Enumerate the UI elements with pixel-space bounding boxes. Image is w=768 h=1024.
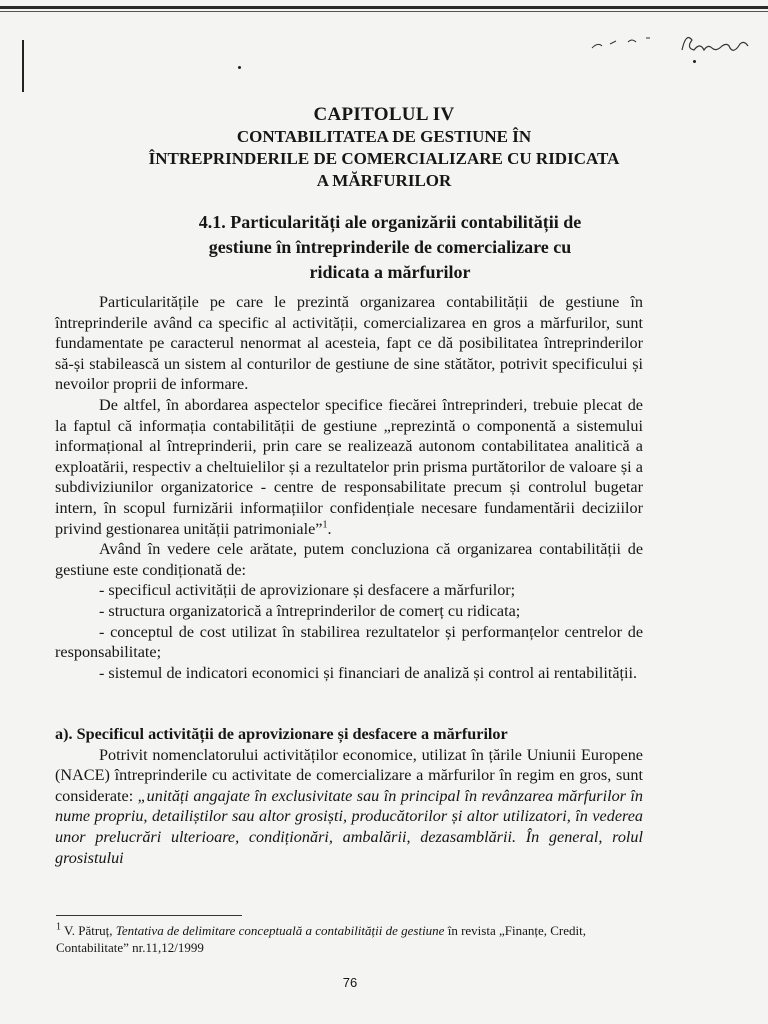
footnote-title: Tentativa de delimitare conceptuală a contabilității de gestiune <box>115 923 445 938</box>
margin-mark <box>22 40 24 92</box>
paragraph <box>55 395 643 539</box>
body-text <box>55 292 643 683</box>
footnote-source: în revista „Finanțe, Credit, Contabilitate” nr.11,12/1999 <box>56 923 586 955</box>
footnote-ref: 1 <box>322 519 328 531</box>
chapter-title-line: ÎNTREPRINDERILE DE COMERCIALIZARE CU RIDICATA <box>148 149 620 168</box>
page-number: 76 <box>342 975 358 990</box>
chapter-title-line: A MĂRFURILOR <box>316 171 452 190</box>
top-rule-thin <box>0 11 768 12</box>
section-title-line: gestiune în întreprinderile de comercializare cu <box>208 237 572 257</box>
section-title-line: 4.1. Particularități ale organizării contabilității de <box>198 212 582 232</box>
list-item: - conceptul de cost utilizat în stabilirea rezultatelor și performanțelor centrelor de responsabilitate; <box>55 622 643 662</box>
chapter-number: CAPITOLUL IV <box>313 104 455 125</box>
paragraph-end: . <box>327 519 332 538</box>
subsection <box>55 724 643 868</box>
paragraph <box>55 745 643 869</box>
footnote-separator <box>56 915 242 916</box>
paragraph: Având în vedere cele arătate, putem concluziona că organizarea contabilității de gestiune este condiționată de: <box>55 540 643 579</box>
section-title <box>110 210 670 285</box>
paragraph-text: De altfel, în abordarea aspectelor specifice fiecărei întreprinderi, trebuie plecat de la faptul că informația contabilității de gestiune „reprezintă o componentă a sistemului informațional al întreprinderii, prin care se realizează autonom contabilitatea analitică a exploatării, respectiv a cheltuielilor și a rezultatelor prin prisma purtătorilor de valoare și a subdiviziunilor organizatorice - centre de responsabilitate precum și controlul bugetar intern, în scopul furnizării informațiilor confidențiale necesare fundamentării deciziilor privind gestionarea unității patrimoniale” <box>55 395 643 538</box>
paragraph: Particularitățile pe care le prezintă organizarea contabilității de gestiune în întreprinderile având ca specific al activității, comercializarea en gros a mărfurilor, sunt fundamentate pe caracterul nenormat al acesteia, fapt ce dă posibilitatea întreprinderilor să-și stabilească un sistem al conturilor de gestiune de sine stătător, potrivit specificului și nevoilor proprii de informare. <box>55 293 643 394</box>
list-item: - specificul activității de aprovizionare și desfacere a mărfurilor; <box>99 581 516 600</box>
footnote-number: 1 <box>56 921 61 933</box>
list-item: - structura organizatorică a întreprinderilor de comerț cu ridicata; <box>99 601 521 620</box>
handwritten-note <box>590 20 765 66</box>
top-rule <box>0 6 768 9</box>
list-item: - sistemul de indicatori economici și financiari de analiză și control ai rentabilității. <box>99 663 638 682</box>
chapter-title <box>0 126 768 192</box>
paragraph-text: Potrivit nomenclatorului activităților economice, utilizat în țările Uniunii Europene (NACE) întreprinderile cu activitate de comercializare a mărfurilor în regim en gros, sunt considerate: <box>55 745 643 805</box>
subsection-heading: a). Specificul activității de aprovizionare și desfacere a mărfurilor <box>55 725 508 743</box>
footnote-author: V. Pătruț, <box>61 923 116 938</box>
ink-dot <box>238 66 241 69</box>
quotation: „unități angajate în exclusivitate sau în principal în revânzarea mărfurilor în nume propriu, detailiștilor sau altor grosiști, producătorilor și altor utilizatori, în vederea unor prelucrări ulterioare, condiționări, ambalării, dezasamblării. În general, rolul grosistului <box>55 786 643 867</box>
section-title-line: ridicata a mărfurilor <box>309 262 471 282</box>
footnote <box>56 922 656 956</box>
chapter-title-line: CONTABILITATEA DE GESTIUNE ÎN <box>236 127 532 146</box>
